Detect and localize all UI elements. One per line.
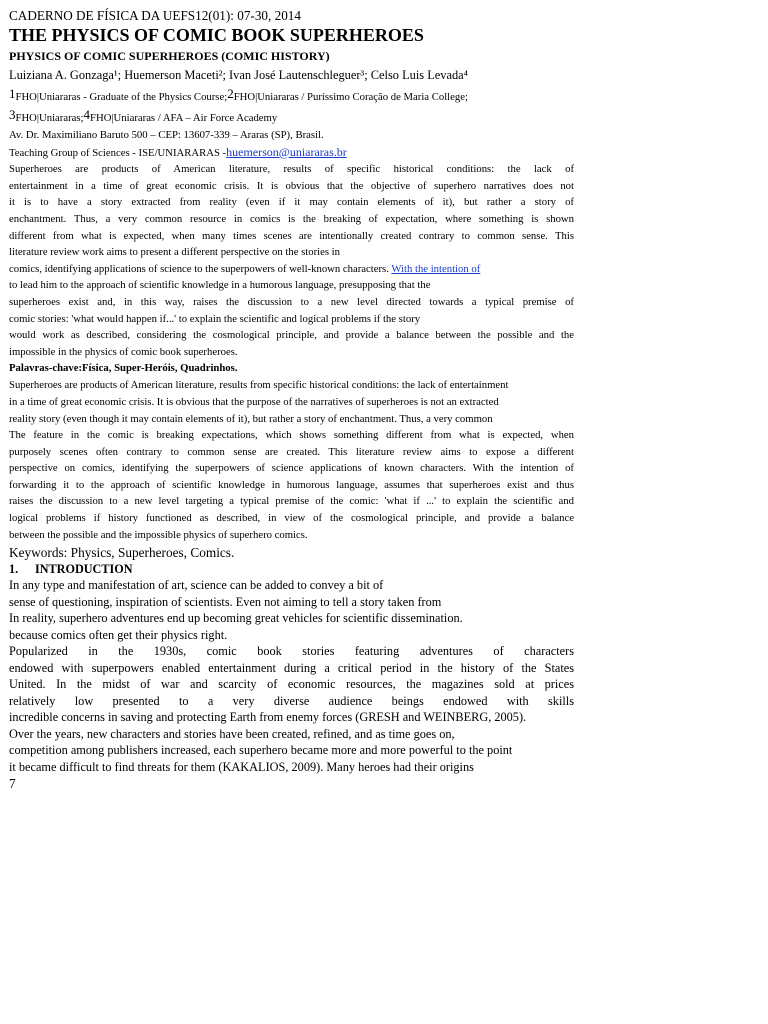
group-line (9, 144, 574, 162)
abstract-line: raises the discussion to a new level targeting a typical premise of the comic: 'what if ...' to explain the scientific and (9, 495, 574, 508)
abstract-line: forwarding it to the approach of scientific knowledge in humorous language, assumes that superheroes exist and thus (9, 478, 574, 491)
abstract-line: logical problems if history functioned as described, in view of the cosmological principle, and provide a balance (9, 512, 574, 525)
body-line: it became difficult to find threats for them (KAKALIOS, 2009). Many heroes had their origins (9, 759, 474, 774)
abstract-line: Superheroes are products of American literature, results of specific historical conditions: the lack of (9, 163, 574, 176)
abstract-line: between the possible and the impossible physics of superhero comics. (9, 528, 308, 541)
body-line: In reality, superhero adventures end up becoming great vehicles for scientific dissemination. (9, 611, 463, 626)
abstract-portuguese (9, 161, 574, 377)
body-line: endowed with superpowers enabled entertainment during a critical period in the history of the States (9, 660, 574, 675)
abstract-line: comics, identifying applications of science to the superpowers of well-known characters. (9, 262, 389, 275)
affiliation-number: 2 (227, 86, 234, 101)
body-line: Popularized in the 1930s, comic book stories featuring adventures of characters (9, 644, 574, 659)
keywords-portuguese: Palavras-chave:Física, Super-Heróis, Quadrinhos. (9, 362, 238, 375)
address-line: Av. Dr. Maximiliano Baruto 500 – CEP: 13607-339 – Araras (SP), Brasil. (9, 129, 324, 141)
affiliation-text: FHO|Uniararas / Puríssimo Coração de Maria College; (233, 91, 468, 103)
abstract-line: comic stories: 'what would happen if...' to explain the scientific and logical problems if the story (9, 312, 421, 325)
affiliation-text: FHO|Uniararas / AFA – Air Force Academy (90, 112, 278, 124)
abstract-line: would work as described, considering the cosmological principle, and provide a balance between the possible and the (9, 329, 574, 342)
abstract-line: literature review work aims to present a different perspective on the stories in (9, 246, 340, 259)
abstract-english (9, 377, 574, 561)
affiliation-line-2 (9, 106, 574, 127)
abstract-line: to lead him to the approach of scientific knowledge in a humorous language, presupposing that the (9, 279, 431, 292)
body-line: incredible concerns in saving and protecting Earth from enemy forces (GRESH and WEINBERG, 2005). (9, 710, 527, 725)
body-line: because comics often get their physics right. (9, 627, 228, 642)
body-line: United. In the midst of war and scarcity of economic resources, the magazines sold at prices (9, 677, 574, 692)
affiliation-number: 4 (83, 107, 91, 122)
introduction-body (9, 577, 574, 775)
abstract-line: it is to have a story extracted from reality (even if it may contain elements of it), but rather a story of (9, 196, 574, 209)
abstract-line: The feature in the comic is breaking expectations, which shows something different from what is expected, when (9, 429, 574, 442)
keywords-english: Keywords: Physics, Superheroes, Comics. (9, 545, 235, 561)
section-number: 1. (9, 562, 19, 577)
affiliation-text: FHO|Uniararas; (15, 112, 84, 124)
affiliation-text: FHO|Uniararas - Graduate of the Physics Course; (15, 91, 228, 103)
email-link[interactable]: huemerson@uniararas.br (226, 144, 347, 159)
affiliation-number: 3 (9, 107, 16, 122)
body-line: sense of questioning, inspiration of scientists. Even not aiming to tell a story taken from (9, 594, 442, 609)
abstract-line: in a time of great economic crisis. It is obvious that the purpose of the narratives of superheroes is not an extracted (9, 395, 499, 408)
body-line: competition among publishers increased, each superhero became more and more powerful to the point (9, 743, 513, 758)
body-line: relatively low presented to a very diverse audience beings endowed with skills (9, 693, 574, 708)
abstract-line: enchantment. Thus, a very common resource in comics is the breaking of expectation, where something is shown (9, 212, 574, 225)
abstract-line: superheroes exist and, in this way, raises the discussion to a new level directed towards a typical premise of (9, 295, 574, 308)
section-title: INTRODUCTION (35, 562, 133, 577)
paper-title: THE PHYSICS OF COMIC BOOK SUPERHEROES (9, 25, 424, 45)
abstract-line: reality story (even though it may contain elements of it), but rather a story of enchantment. Thus, a very common (9, 412, 493, 425)
abstract-line: perspective on comics, identifying the superpowers of science applications of known characters. With the intention of (9, 462, 574, 475)
paper-subtitle: PHYSICS OF COMIC SUPERHEROES (COMIC HISTORY) (9, 49, 330, 63)
page-number: 7 (9, 776, 16, 792)
body-line: Over the years, new characters and stories have been created, refined, and as time goes on, (9, 726, 455, 741)
group-text: Teaching Group of Sciences - ISE/UNIARARAS - (9, 146, 227, 159)
journal-header: CADERNO DE FÍSICA DA UEFS12(01): 07-30, 2014 (9, 8, 301, 23)
section-heading (9, 561, 574, 577)
abstract-line: entertainment in a time of great economic crisis. It is obvious that the objective of superhero narratives does not (9, 179, 574, 192)
author-list: Luiziana A. Gonzaga¹; Huemerson Maceti²; Ivan José Lautenschleguer³; Celso Luis Levada⁴ (9, 68, 468, 82)
abstract-line: purposely scenes often contrary to common sense are created. This literature review aims to expose a different (9, 445, 574, 458)
affiliation-line-1 (9, 85, 574, 106)
abstract-line: Superheroes are products of American literature, results from specific historical conditions: the lack of entertainment (9, 379, 509, 392)
affiliation-number: 1 (9, 86, 16, 101)
body-line: In any type and manifestation of art, science can be added to convey a bit of (9, 578, 384, 593)
abstract-line: impossible in the physics of comic book superheroes. (9, 345, 238, 358)
paper-page (9, 8, 574, 792)
abstract-line: different from what is expected, when many times scenes are intentionally created contrary to common sense. This (9, 229, 574, 242)
highlighted-link[interactable]: With the intention of (391, 262, 481, 275)
abstract-line-with-link (9, 261, 574, 278)
